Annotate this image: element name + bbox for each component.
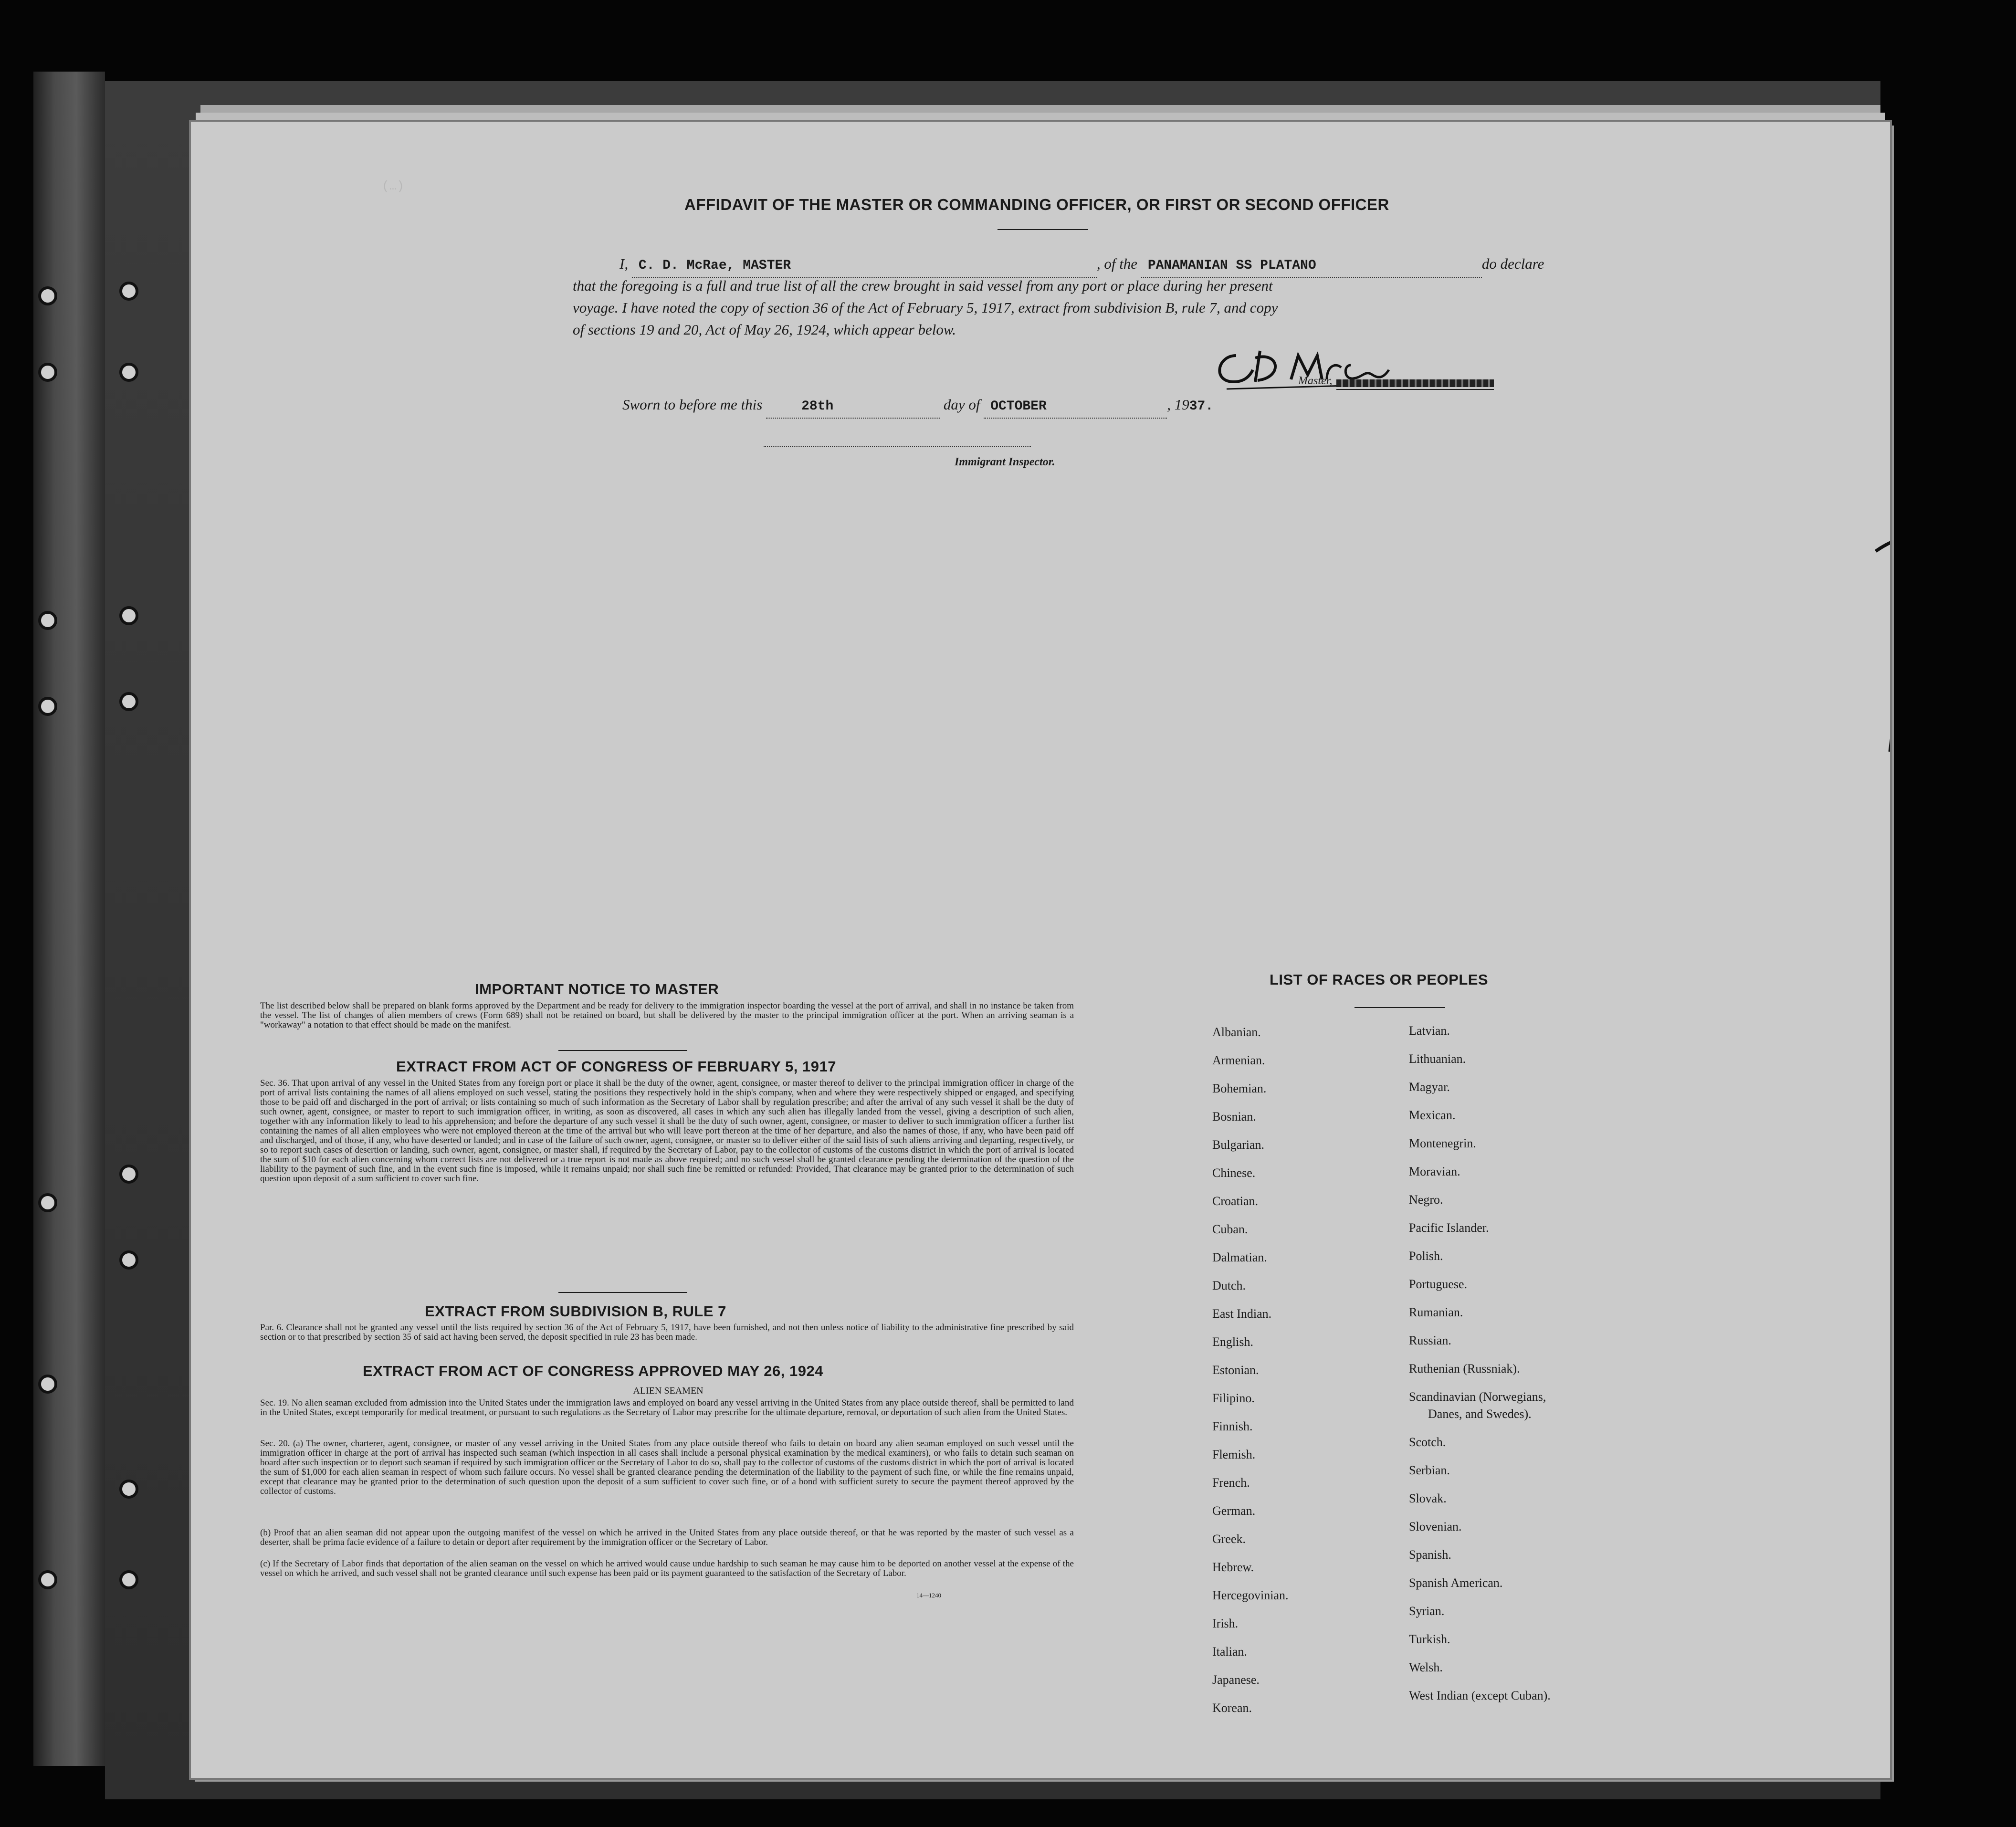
extract-1924-sec20b: (b) Proof that an alien seaman did not appear upon the outgoing manifest of the vessel on which he arrived in the United States from any place outside thereof, or that he was reported by the master of such vessel as a deserter, shall be prima facie evidence of a failure to detain or deport after requirement by the immigration officer or the Secretary of Labor. xyxy=(260,1528,1074,1547)
binder-hole xyxy=(119,692,138,711)
sworn-prefix: Sworn to before me this xyxy=(622,396,763,413)
master-label: Master, xyxy=(1298,375,1333,387)
affidavit-line-3: voyage. I have noted the copy of section 36 of the Act of February 5, 1917, extract from subdivision B, rule 7, and copy xyxy=(573,299,1278,316)
race-item: Spanish American. xyxy=(1409,1576,1503,1590)
race-item: Latvian. xyxy=(1409,1024,1450,1038)
race-item: Estonian. xyxy=(1212,1363,1259,1377)
race-item: Chinese. xyxy=(1212,1166,1256,1180)
extract-1924-title: EXTRACT FROM ACT OF CONGRESS APPROVED MAY 26, 1924 xyxy=(363,1363,823,1379)
extract-rule7-title: EXTRACT FROM SUBDIVISION B, RULE 7 xyxy=(425,1303,726,1320)
divider xyxy=(558,1050,687,1051)
extract-1924-sec20a: Sec. 20. (a) The owner, charterer, agent, consignee, or master of any vessel arriving in the United States from any place outside thereof who fails to detain on board any alien seaman employed on such vessel until the immigration officer in charge at the port of arrival has inspected such seaman (which inspection in all cases shall include a personal physical examination by the medical examiners), or who fails to detain such seaman on board after such inspection or to deport such seaman if required by such immigration officer or the Secretary of Labor to do so, shall pay to the collector of customs of the customs district in which the port of arrival is located the sum of $1,000 for each alien seaman in respect of whom such failure occurs. No vessel shall be granted clearance pending the determination of the liability to the payment of such fine, or while the fine remains unpaid, except that clearance may be granted prior to the determination of such question upon the deposit of a sum sufficient to cover such fine, or of a bond with sufficient surety to secure the payment thereof approved by the collector of customs. xyxy=(260,1438,1074,1496)
binder-hole xyxy=(119,363,138,382)
race-item: Ruthenian (Russniak). xyxy=(1409,1362,1520,1376)
race-item: Danes, and Swedes). xyxy=(1428,1407,1532,1421)
affidavit-line-2: that the foregoing is a full and true list of all the crew brought in said vessel from any port or place during her present xyxy=(573,277,1273,294)
day-of-text: day of xyxy=(943,396,980,413)
race-item: Russian. xyxy=(1409,1334,1451,1347)
race-item: Negro. xyxy=(1409,1193,1443,1207)
extract-rule7-body: Par. 6. Clearance shall not be granted any vessel until the lists required by section 36 of the Act of February 5, 1917, have been furnished, and not then unless notice of liability to the administrative fine prescribed by said section or to that prescribed by section 35 of said act having been served, the deposit specified in rule 23 has been made. xyxy=(260,1323,1074,1342)
declare-text: do declare xyxy=(1481,255,1544,272)
binder-hole xyxy=(119,282,138,301)
race-item: Slovenian. xyxy=(1409,1520,1462,1533)
master-name-field xyxy=(632,253,1097,278)
race-item: East Indian. xyxy=(1212,1307,1272,1321)
binder-hole xyxy=(119,1250,138,1270)
race-item: Portuguese. xyxy=(1409,1277,1468,1291)
affidavit-title: AFFIDAVIT OF THE MASTER OR COMMANDING OFFICER, OR FIRST OR SECOND OFFICER xyxy=(684,196,1389,213)
race-item: Lithuanian. xyxy=(1409,1052,1466,1066)
race-item: Bosnian. xyxy=(1212,1110,1256,1124)
binder-hole xyxy=(38,363,57,382)
race-item: Hercegovinian. xyxy=(1212,1588,1289,1602)
race-item: Greek. xyxy=(1212,1532,1246,1546)
race-item: Montenegrin. xyxy=(1409,1136,1476,1150)
race-item: Spanish. xyxy=(1409,1548,1451,1562)
race-item: Irish. xyxy=(1212,1617,1239,1630)
binder-hole xyxy=(38,286,57,305)
struck-out-text xyxy=(1336,379,1494,387)
race-item: German. xyxy=(1212,1504,1256,1518)
extract-1917-title: EXTRACT FROM ACT OF CONGRESS OF FEBRUARY 5, 1917 xyxy=(396,1058,836,1075)
binder-hole xyxy=(119,1570,138,1589)
divider xyxy=(558,1292,687,1293)
affidavit-line-4: of sections 19 and 20, Act of May 26, 1924, which appear below. xyxy=(573,321,956,338)
race-item: Slovak. xyxy=(1409,1491,1447,1505)
intro-text: I, xyxy=(620,255,629,272)
vessel-value: PANAMANIAN SS PLATANO xyxy=(1147,258,1316,273)
binder-hole xyxy=(38,697,57,716)
race-item: Bohemian. xyxy=(1212,1082,1267,1095)
extract-1924-sec20c: (c) If the Secretary of Labor finds that deportation of the alien seaman on the vessel on which he arrived would cause undue hardship to such seaman he may cause him to be deported on another vessel at the expense of the vessel on which he arrived, and such vessel shall not be granted clearance until such expense has been paid or its payment guaranteed to the satisfaction of the Secretary of Labor. xyxy=(260,1559,1074,1578)
binder-spine xyxy=(33,72,105,1766)
notice-title: IMPORTANT NOTICE TO MASTER xyxy=(475,981,719,998)
race-item: Mexican. xyxy=(1409,1108,1456,1122)
sworn-day-value: 28th xyxy=(801,399,834,414)
races-right-column xyxy=(1409,1024,1676,1702)
race-item: Flemish. xyxy=(1212,1448,1256,1461)
master-name-value: C. D. McRae, MASTER xyxy=(638,258,791,273)
of-the-text: , of the xyxy=(1096,255,1138,272)
extract-1917-body: Sec. 36. That upon arrival of any vessel in the United States from any foreign port or place it shall be the duty of the owner, agent, consignee, or master thereof to deliver to the principal immigration officer in charge of the port of arrival lists containing the names of all aliens employed on such vessel, stating the positions they respectively hold in the ship's company, when and where they were respectively shipped or engaged, and specifying those to be paid off and discharged in the port of arrival; or lists containing so much of such information as the Secretary of Labor shall by regulation prescribe; and after the arrival of any such vessel it shall be the duty of such owner, agent, consignee, or master to report to such immigration officer, in writing, as soon as discovered, all cases in which any such alien has illegally landed from the vessel, giving a description of such alien, together with any information likely to lead to his apprehension; and before the departure of any such vessel it shall be the duty of such owner, agent, consignee, or master to deliver to such immigration officer a further list containing the names of all alien employees who were not employed thereon at the time of the arrival but who will leave port thereon at the time of her departure, and also the names of those, if any, who have been paid off and discharged, and of those, if any, who have deserted or landed; and in case of the failure of such owner, agent, consignee, or master so to deliver either of the said lists of such aliens arriving and departing, respectively, or so to report such cases of desertion or landing, such owner, agent, consignee, or master shall, if required by the Secretary of Labor, pay to the collector of customs of the customs district in which the port of arrival is located the sum of $10 for each alien concerning whom correct lists are not delivered or a true report is not made as above required; and no such vessel shall be granted clearance pending the determination of the question of the liability to the payment of such fine, and in the event such fine is imposed, while it remains unpaid; nor shall such fine be remitted or refunded: Provided, That clearance may be granted prior to the determination of such question upon deposit of a sum sufficient to cover such fine. xyxy=(260,1078,1074,1184)
race-item: Cuban. xyxy=(1212,1222,1248,1236)
race-item: Armenian. xyxy=(1212,1053,1265,1067)
race-item: Hebrew. xyxy=(1212,1560,1254,1574)
binder-hole xyxy=(38,1375,57,1394)
notice-body: The list described below shall be prepared on blank forms approved by the Department and be ready for delivery to the immigration inspector boarding the vessel at the port of arrival, and shall in no instance be taken from the vessel. The list of changes of alien members of crews (Form 689) shall not be retained on board, but shall be delivered by the master to the principal immigration officer at the port. When an arriving seaman is a "workaway" a notation to that effect should be made on the manifest. xyxy=(260,1001,1074,1030)
race-item: Pacific Islander. xyxy=(1409,1221,1489,1235)
binder-hole xyxy=(119,1165,138,1184)
sworn-line xyxy=(622,394,1213,419)
divider xyxy=(1354,1007,1445,1008)
race-item: Moravian. xyxy=(1409,1165,1460,1178)
race-item: Magyar. xyxy=(1409,1080,1450,1094)
manifest-page xyxy=(191,122,1890,1778)
vessel-field xyxy=(1141,253,1482,278)
race-item: Welsh. xyxy=(1409,1660,1443,1674)
race-item: French. xyxy=(1212,1476,1250,1490)
sworn-day-field xyxy=(766,394,940,419)
binder-hole xyxy=(119,606,138,625)
race-item: Bulgarian. xyxy=(1212,1138,1265,1152)
race-item: Croatian. xyxy=(1212,1194,1259,1208)
form-number: 14—1240 xyxy=(916,1592,941,1599)
binder-hole xyxy=(38,1193,57,1212)
inspector-signature-line xyxy=(764,446,1031,447)
extract-1924-sec19: Sec. 19. No alien seaman excluded from admission into the United States under the immigration laws and employed on board any vessel arriving in the United States from any place outside thereof, shall be permitted to land in the United States, except temporarily for medical treatment, or pursuant to such regulations as the Secretary of Labor may prescribe for the ultimate departure, removal, or deportation of such alien from the United States. xyxy=(260,1398,1074,1418)
race-item: Scandinavian (Norwegians, xyxy=(1409,1390,1546,1404)
year-prefix: , 19 xyxy=(1167,396,1189,413)
race-item: Albanian. xyxy=(1212,1025,1261,1039)
extract-1924-subtitle: ALIEN SEAMEN xyxy=(633,1386,704,1396)
sworn-month-value: OCTOBER xyxy=(990,399,1047,414)
binder-hole xyxy=(38,1570,57,1589)
binder-hole xyxy=(38,611,57,630)
sworn-month-field xyxy=(984,394,1167,419)
race-item: Filipino. xyxy=(1212,1391,1255,1405)
binder-hole xyxy=(119,1480,138,1499)
divider xyxy=(998,229,1088,230)
year-value: 37. xyxy=(1189,399,1214,414)
affidavit-line-1 xyxy=(620,253,1555,278)
race-item: English. xyxy=(1212,1335,1253,1349)
race-item: Polish. xyxy=(1409,1249,1443,1263)
race-item: Dutch. xyxy=(1212,1279,1246,1292)
race-item: Korean. xyxy=(1212,1701,1252,1715)
race-item: Scotch. xyxy=(1409,1435,1446,1449)
bleed-through: (…) xyxy=(382,179,1335,193)
race-item: Japanese. xyxy=(1212,1673,1260,1687)
signature-line xyxy=(1336,389,1494,390)
races-left-column xyxy=(1212,1025,1384,1715)
race-item: Dalmatian. xyxy=(1212,1250,1267,1264)
race-item: Syrian. xyxy=(1409,1604,1445,1618)
race-item: Turkish. xyxy=(1409,1632,1450,1646)
race-item: Italian. xyxy=(1212,1645,1247,1659)
race-item: Finnish. xyxy=(1212,1419,1253,1433)
inspector-label: Immigrant Inspector. xyxy=(955,456,1055,468)
races-title: LIST OF RACES OR PEOPLES xyxy=(1270,971,1489,988)
handwritten-mark xyxy=(1871,523,1890,761)
race-item: Rumanian. xyxy=(1409,1305,1463,1319)
race-item: West Indian (except Cuban). xyxy=(1409,1689,1551,1702)
race-item: Serbian. xyxy=(1409,1463,1450,1477)
